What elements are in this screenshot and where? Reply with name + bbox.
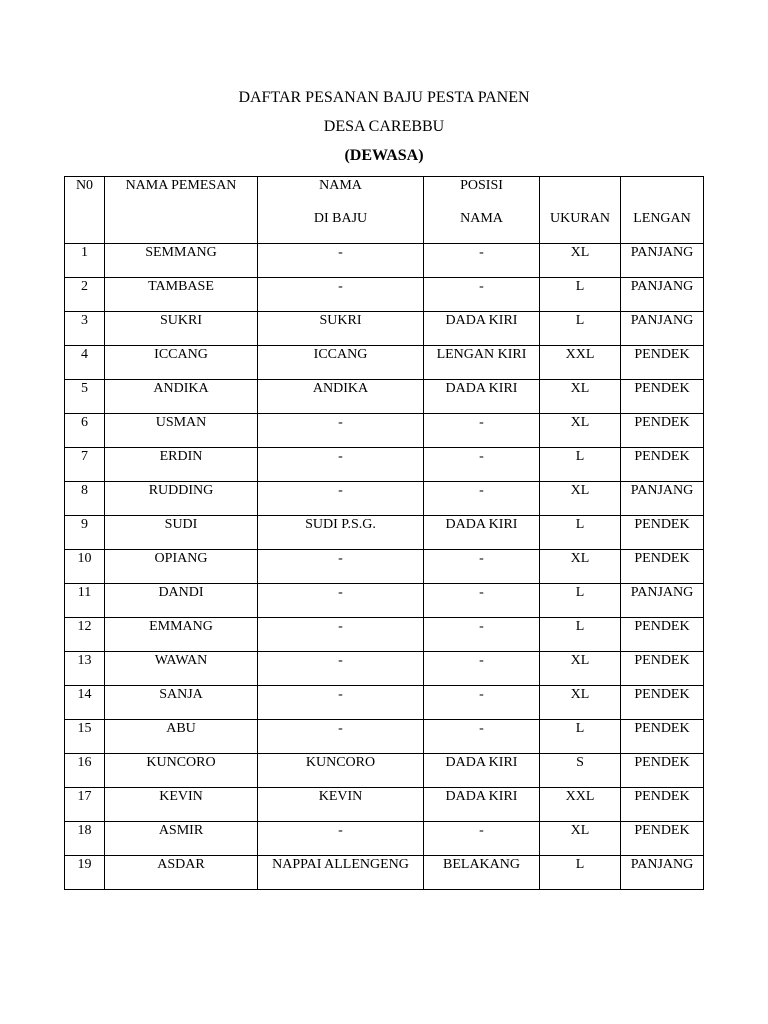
- cell-nama-pemesan: ANDIKA: [105, 380, 258, 414]
- cell-no: 6: [65, 414, 105, 448]
- cell-posisi-nama: DADA KIRI: [424, 516, 540, 550]
- cell-no: 10: [65, 550, 105, 584]
- table-row: [65, 414, 704, 448]
- cell-ukuran: L: [540, 720, 621, 754]
- cell-posisi-nama: -: [424, 482, 540, 516]
- cell-ukuran: XL: [540, 550, 621, 584]
- table-row: [65, 380, 704, 414]
- cell-nama-di-baju: KEVIN: [258, 788, 424, 822]
- cell-nama-di-baju: -: [258, 550, 424, 584]
- header-lengan: LENGAN: [621, 177, 704, 244]
- cell-nama-di-baju: ICCANG: [258, 346, 424, 380]
- cell-nama-pemesan: ICCANG: [105, 346, 258, 380]
- cell-nama-pemesan: ASMIR: [105, 822, 258, 856]
- table-row: [65, 312, 704, 346]
- cell-nama-pemesan: TAMBASE: [105, 278, 258, 312]
- cell-no: 17: [65, 788, 105, 822]
- cell-ukuran: L: [540, 618, 621, 652]
- header-nama-di-baju: NAMA DI BAJU: [258, 177, 424, 244]
- cell-nama-pemesan: SUKRI: [105, 312, 258, 346]
- cell-nama-di-baju: NAPPAI ALLENGENG: [258, 856, 424, 890]
- cell-lengan: PENDEK: [621, 652, 704, 686]
- table-row: [65, 278, 704, 312]
- cell-lengan: PENDEK: [621, 754, 704, 788]
- cell-ukuran: L: [540, 312, 621, 346]
- cell-ukuran: XXL: [540, 788, 621, 822]
- table-row: [65, 754, 704, 788]
- cell-lengan: PENDEK: [621, 380, 704, 414]
- cell-nama-pemesan: KUNCORO: [105, 754, 258, 788]
- cell-no: 16: [65, 754, 105, 788]
- cell-nama-di-baju: -: [258, 414, 424, 448]
- table-row: [65, 822, 704, 856]
- cell-nama-pemesan: EMMANG: [105, 618, 258, 652]
- cell-ukuran: XL: [540, 482, 621, 516]
- cell-nama-pemesan: SEMMANG: [105, 244, 258, 278]
- table-row: [65, 720, 704, 754]
- cell-no: 13: [65, 652, 105, 686]
- cell-ukuran: L: [540, 856, 621, 890]
- cell-ukuran: XL: [540, 414, 621, 448]
- cell-no: 18: [65, 822, 105, 856]
- table-row: [65, 686, 704, 720]
- cell-posisi-nama: DADA KIRI: [424, 788, 540, 822]
- cell-lengan: PENDEK: [621, 788, 704, 822]
- cell-no: 9: [65, 516, 105, 550]
- table-row: [65, 448, 704, 482]
- table-row: [65, 652, 704, 686]
- cell-nama-di-baju: ANDIKA: [258, 380, 424, 414]
- cell-lengan: PANJANG: [621, 278, 704, 312]
- cell-nama-di-baju: SUKRI: [258, 312, 424, 346]
- cell-nama-pemesan: USMAN: [105, 414, 258, 448]
- orders-table-body: [65, 177, 704, 890]
- table-row: [65, 244, 704, 278]
- cell-posisi-nama: -: [424, 618, 540, 652]
- cell-no: 7: [65, 448, 105, 482]
- cell-posisi-nama: -: [424, 244, 540, 278]
- cell-ukuran: XL: [540, 652, 621, 686]
- cell-nama-di-baju: -: [258, 448, 424, 482]
- cell-lengan: PENDEK: [621, 414, 704, 448]
- cell-nama-di-baju: -: [258, 652, 424, 686]
- cell-nama-pemesan: ERDIN: [105, 448, 258, 482]
- cell-nama-di-baju: -: [258, 822, 424, 856]
- cell-nama-pemesan: SANJA: [105, 686, 258, 720]
- cell-nama-di-baju: -: [258, 244, 424, 278]
- table-row: [65, 618, 704, 652]
- cell-posisi-nama: BELAKANG: [424, 856, 540, 890]
- table-row: [65, 584, 704, 618]
- cell-ukuran: L: [540, 278, 621, 312]
- cell-lengan: PENDEK: [621, 686, 704, 720]
- table-header-row: [65, 177, 704, 244]
- cell-nama-di-baju: -: [258, 720, 424, 754]
- table-row: [65, 856, 704, 890]
- cell-ukuran: L: [540, 584, 621, 618]
- cell-ukuran: XL: [540, 822, 621, 856]
- cell-no: 15: [65, 720, 105, 754]
- cell-lengan: PANJANG: [621, 312, 704, 346]
- cell-posisi-nama: -: [424, 822, 540, 856]
- cell-posisi-nama: -: [424, 584, 540, 618]
- cell-posisi-nama: -: [424, 686, 540, 720]
- table-row: [65, 482, 704, 516]
- document-subtitle-category: (DEWASA): [344, 147, 424, 164]
- cell-no: 19: [65, 856, 105, 890]
- cell-lengan: PENDEK: [621, 448, 704, 482]
- cell-lengan: PENDEK: [621, 618, 704, 652]
- cell-lengan: PENDEK: [621, 720, 704, 754]
- cell-nama-di-baju: KUNCORO: [258, 754, 424, 788]
- cell-posisi-nama: -: [424, 414, 540, 448]
- cell-lengan: PENDEK: [621, 516, 704, 550]
- cell-posisi-nama: DADA KIRI: [424, 312, 540, 346]
- cell-ukuran: XL: [540, 686, 621, 720]
- cell-nama-pemesan: ASDAR: [105, 856, 258, 890]
- cell-nama-di-baju: -: [258, 482, 424, 516]
- cell-no: 5: [65, 380, 105, 414]
- cell-posisi-nama: DADA KIRI: [424, 754, 540, 788]
- cell-no: 12: [65, 618, 105, 652]
- cell-lengan: PANJANG: [621, 482, 704, 516]
- cell-no: 1: [65, 244, 105, 278]
- cell-posisi-nama: -: [424, 720, 540, 754]
- table-row: [65, 788, 704, 822]
- header-posisi-nama: POSISI NAMA: [424, 177, 540, 244]
- cell-nama-pemesan: DANDI: [105, 584, 258, 618]
- cell-nama-di-baju: -: [258, 686, 424, 720]
- cell-posisi-nama: -: [424, 550, 540, 584]
- cell-nama-pemesan: SUDI: [105, 516, 258, 550]
- cell-posisi-nama: -: [424, 278, 540, 312]
- cell-no: 8: [65, 482, 105, 516]
- cell-posisi-nama: DADA KIRI: [424, 380, 540, 414]
- cell-nama-di-baju: -: [258, 618, 424, 652]
- cell-nama-pemesan: WAWAN: [105, 652, 258, 686]
- table-row: [65, 550, 704, 584]
- cell-ukuran: XL: [540, 380, 621, 414]
- cell-no: 14: [65, 686, 105, 720]
- cell-nama-pemesan: OPIANG: [105, 550, 258, 584]
- cell-ukuran: XXL: [540, 346, 621, 380]
- cell-no: 3: [65, 312, 105, 346]
- cell-no: 4: [65, 346, 105, 380]
- document-title: DAFTAR PESANAN BAJU PESTA PANEN: [238, 89, 530, 106]
- cell-posisi-nama: -: [424, 448, 540, 482]
- cell-no: 11: [65, 584, 105, 618]
- table-row: [65, 516, 704, 550]
- cell-ukuran: L: [540, 516, 621, 550]
- cell-ukuran: S: [540, 754, 621, 788]
- header-no: N0: [65, 177, 105, 244]
- cell-lengan: PANJANG: [621, 584, 704, 618]
- cell-nama-pemesan: KEVIN: [105, 788, 258, 822]
- cell-nama-pemesan: ABU: [105, 720, 258, 754]
- cell-lengan: PANJANG: [621, 856, 704, 890]
- cell-lengan: PENDEK: [621, 822, 704, 856]
- cell-nama-di-baju: -: [258, 584, 424, 618]
- cell-nama-pemesan: RUDDING: [105, 482, 258, 516]
- cell-ukuran: L: [540, 448, 621, 482]
- cell-lengan: PENDEK: [621, 550, 704, 584]
- cell-nama-di-baju: -: [258, 278, 424, 312]
- cell-ukuran: XL: [540, 244, 621, 278]
- cell-no: 2: [65, 278, 105, 312]
- table-row: [65, 346, 704, 380]
- cell-posisi-nama: -: [424, 652, 540, 686]
- document-subtitle-village: DESA CAREBBU: [323, 118, 445, 135]
- cell-lengan: PANJANG: [621, 244, 704, 278]
- header-ukuran: UKURAN: [540, 177, 621, 244]
- orders-table: [64, 176, 704, 890]
- cell-nama-di-baju: SUDI P.S.G.: [258, 516, 424, 550]
- header-nama-pemesan: NAMA PEMESAN: [105, 177, 258, 244]
- cell-lengan: PENDEK: [621, 346, 704, 380]
- cell-posisi-nama: LENGAN KIRI: [424, 346, 540, 380]
